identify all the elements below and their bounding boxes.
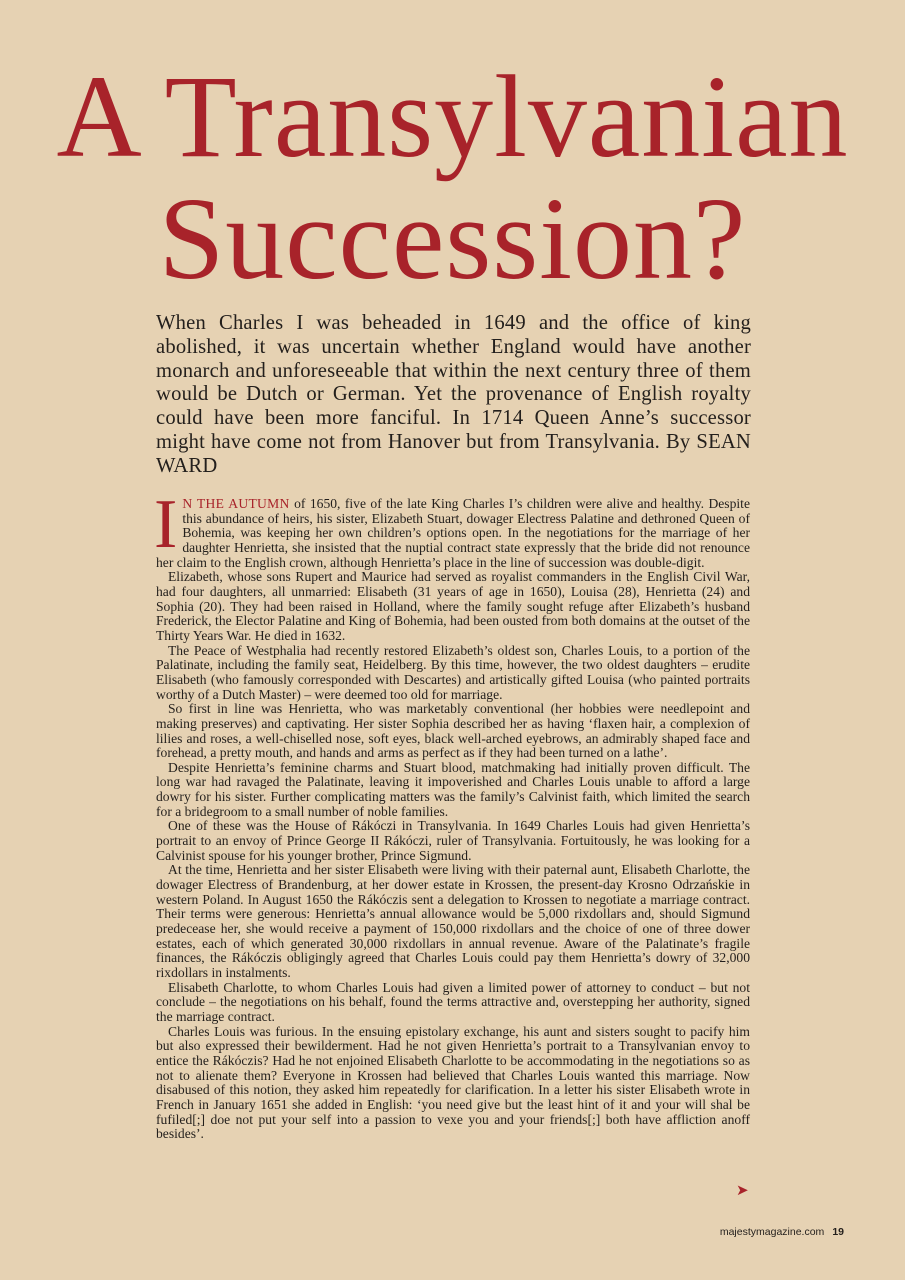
paragraph-3: The Peace of Westphalia had recently restored Elizabeth’s oldest son, Charles Louis, to a portion of the Palatinate, including the family seat, Heidelberg. By this time, however, the two oldest daughters – erudite Elisabeth (who famously corresponded with Descartes) and artistically gifted Louisa (who painted portraits worthy of a Dutch Master) – were deemed too old for marriage.	[156, 642, 750, 702]
page-footer	[720, 1226, 844, 1238]
paragraph-5: Despite Henrietta’s feminine charms and Stuart blood, matchmaking had initially proven difficult. The long war had ravaged the Palatinate, leaving it impoverished and Charles Louis unable to afford a large dowry for his sister. Further complicating matters was the family’s Calvinist faith, which limited the search for a bridegroom to a small number of noble families.	[156, 759, 750, 819]
page-number: 19	[832, 1226, 844, 1238]
paragraph-8: Elisabeth Charlotte, to whom Charles Louis had given a limited power of attorney to conduct – but not conclude – the negotiations on his behalf, found the terms attractive and, overstepping her authority, signed the marriage contract.	[156, 979, 750, 1024]
drop-cap: I	[154, 486, 178, 563]
paragraph-4: So first in line was Henrietta, who was marketably conventional (her hobbies were needlepoint and making preserves) and captivating. Her sister Sophia described her as having ‘flaxen hair, a complexion of lilies and roses, a well-chiselled nose, soft eyes, black well-arched eyebrows, an admirably shaped face and forehead, a pretty mouth, and hands and arms as perfect as if they had been turned on a lathe’.	[156, 701, 750, 761]
paragraph-6: One of these was the House of Rákóczi in Transylvania. In 1649 Charles Louis had given Henrietta’s portrait to an envoy of Prince George II Rákóczi, ruler of Transylvania. Fortuitously, he was looking for a Calvinist spouse for his younger brother, Prince Sigmund.	[156, 818, 750, 863]
continue-arrow-icon: ➤	[736, 1183, 749, 1199]
footer-site: majestymagazine.com	[719, 1226, 825, 1238]
lead-in: N THE AUTUMN	[182, 496, 290, 511]
paragraph-7: At the time, Henrietta and her sister Elisabeth were living with their paternal aunt, Elisabeth Charlotte, the dowager Electress of Brandenburg, at her dower estate in Krossen, the present-day Krosno Odrzańskie in western Poland. In August 1650 the Rákóczis sent a delegation to Krossen to negotiate a marriage contract. Their terms were generous: Henrietta’s annual allowance would be 5,000 rixdollars and, should Sigmund predecease her, she would receive a payment of 150,000 rixdollars and the choice of one of three dower estates, each of which generated 30,000 rixdollars in annual revenue. Aware of the Palatinate’s fragile finances, the Rákóczis obligingly agreed that Charles Louis could pay them Henrietta’s dowry of 32,000 rixdollars in instalments.	[156, 862, 750, 980]
paragraph-2: Elizabeth, whose sons Rupert and Maurice had served as royalist commanders in the English Civil War, had four daughters, all unmarried: Elisabeth (31 years of age in 1650), Louisa (28), Henrietta (24) and Sophia (20). They had been raised in Holland, where the family sought refuge after Elizabeth’s husband Frederick, the Elector Palatine and King of Bohemia, had been ousted from both domains at the outset of the Thirty Years War. He died in 1632.	[156, 569, 750, 643]
headline-line-2: Succession?	[158, 173, 747, 304]
paragraph-1	[154, 486, 750, 570]
headline	[0, 51, 905, 304]
headline-line-1: A Transylvanian	[56, 51, 849, 182]
article-body	[154, 486, 750, 1142]
paragraph-1-text: of 1650, five of the late King Charles I’s children were alive and healthy. Despite this abundance of heirs, his sister, Elizabeth Stuart, dowager Electress Palatine and dethroned Queen of Bohemia, was keeping her own children’s options open. In the negotiations for the marriage of her daughter Henrietta, she insisted that the nuptial contract state expressly that the bride did not renounce her claim to the English crown, although Henrietta’s place in the line of succession was double-digit.	[156, 496, 750, 570]
standfirst: When Charles I was beheaded in 1649 and the office of king abolished, it was uncertain whether England would have another monarch and unforeseeable that within the next century three of them would be Dutch or German. Yet the provenance of English royalty could have been more fanciful. In 1714 Queen Anne’s successor might have come not from Hanover but from Transylvania. By SEAN WARD	[156, 312, 751, 477]
paragraph-9: Charles Louis was furious. In the ensuing epistolary exchange, his aunt and sisters sought to pacify him but also expressed their bewilderment. Had he not given Henrietta’s portrait to a Transylvanian envoy to entice the Rákóczis? Had he not enjoined Elisabeth Charlotte to be accommodating in the negotiations so as not to alienate them? Everyone in Krossen had believed that Charles Louis wanted this marriage. Now disabused of this notion, they asked him repeatedly for clarification. In a letter his sister Elisabeth wrote in French in January 1651 she added in English: ‘you need give but the least hint of it and your will shal be fufiled[;] doe not put your self into a passion to vexe you and your friends[;] both have affliction anoff besides’.	[156, 1023, 750, 1142]
